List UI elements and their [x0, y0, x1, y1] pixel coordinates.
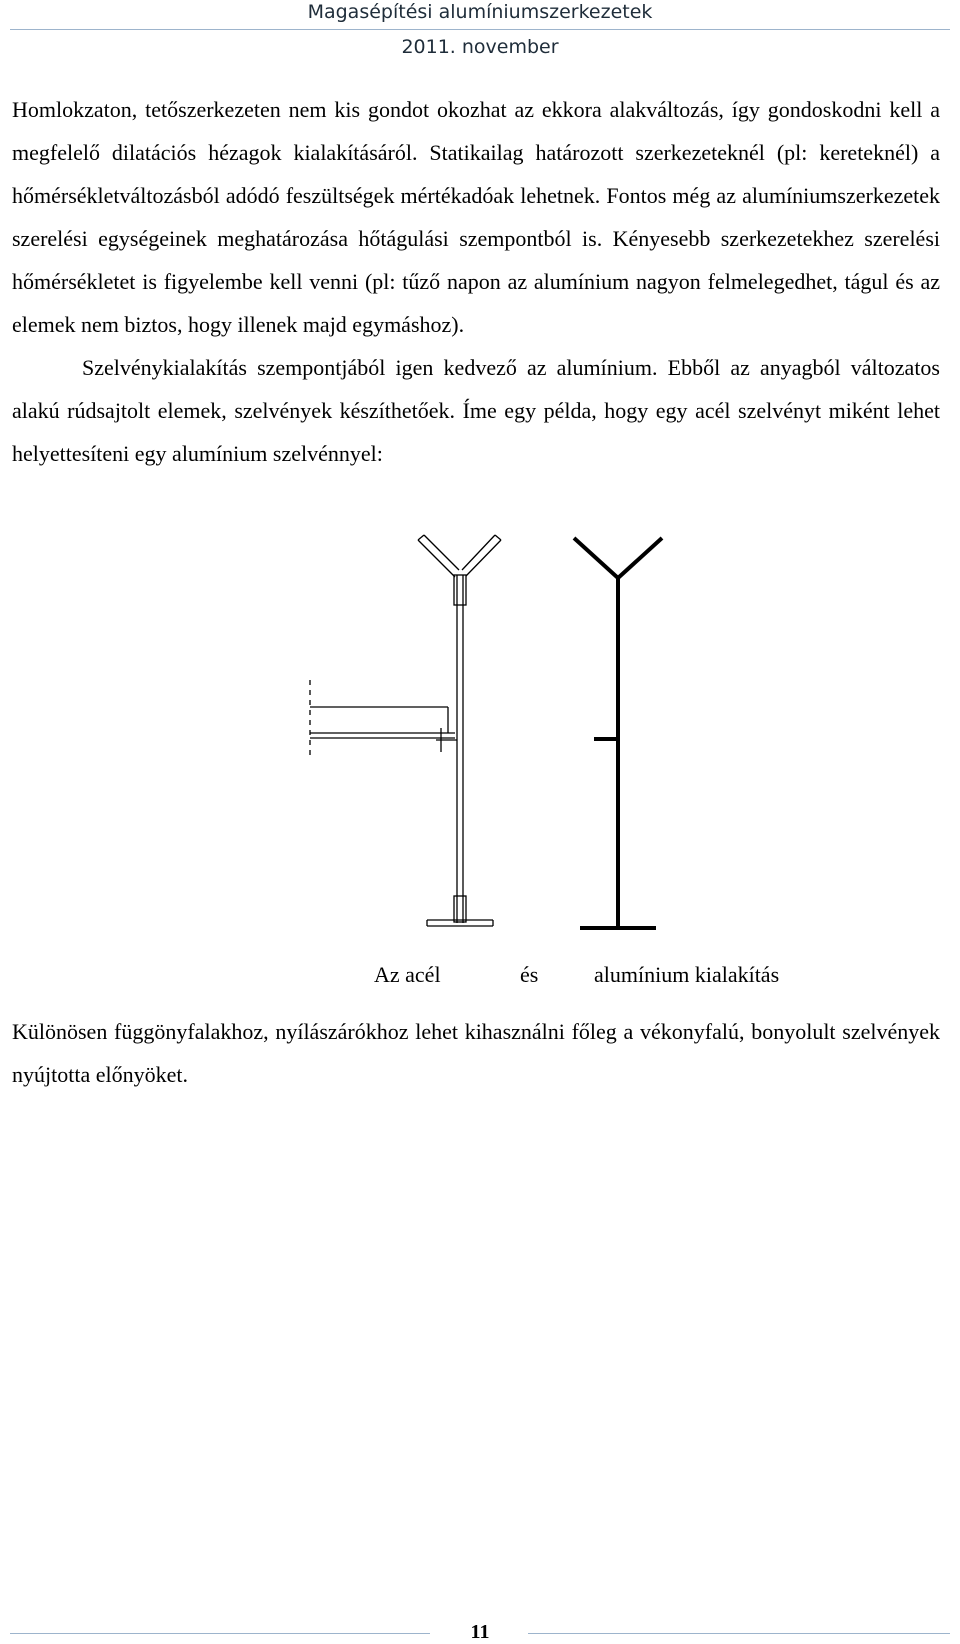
footer-divider-left — [10, 1633, 430, 1634]
body-text — [12, 88, 940, 475]
paragraph-2: Szelvénykialakítás szempontjából igen kedvező az alumínium. Ebből az anyagból változatos alakú rúdsajtolt elemek, szelvények készíthetőek. Íme egy példa, hogy egy acél szelvényt miként lehet helyettesíteni egy alumínium szelvénnyel: — [12, 355, 940, 466]
steel-profile-drawing — [310, 535, 501, 926]
paragraph-3: Különösen függönyfalakhoz, nyílászárókhoz lehet kihasználni főleg a vékonyfalú, bonyolult szelvények nyújtotta előnyöket. — [12, 1019, 940, 1087]
profile-comparison-figure — [0, 520, 960, 940]
aluminium-profile-drawing — [574, 538, 662, 928]
footer-divider-right — [528, 1633, 950, 1634]
header-divider — [10, 29, 950, 30]
caption-and: és — [520, 962, 539, 987]
caption-aluminium: alumínium kialakítás — [594, 962, 780, 987]
header-date: 2011. november — [401, 36, 559, 58]
paragraph-1: Homlokzaton, tetőszerkezeten nem kis gondot okozhat az ekkora alakváltozás, így gondoskodni kell a megfelelő dilatációs hézagok kialakításáról. Statikailag határozott szerkezeteknél (pl: kereteknél) a hőmérsékletváltozásból adódó feszültségek mértékadóak lehetnek. Fontos még az alumíniumszerkezetek szerelési egységeinek meghatározása hőtágulási szempontból is. Kényesebb szerkezetekhez szerelési hőmérsékletet is figyelembe kell venni (pl: tűző napon az alumínium nagyon felmelegedhet, tágul és az elemek nem biztos, hogy illenek majd egymáshoz). — [12, 97, 940, 337]
header-title: Magasépítési alumíniumszerkezetek — [307, 1, 653, 23]
caption-steel: Az acél — [374, 962, 441, 987]
page-number: 11 — [470, 1621, 490, 1643]
